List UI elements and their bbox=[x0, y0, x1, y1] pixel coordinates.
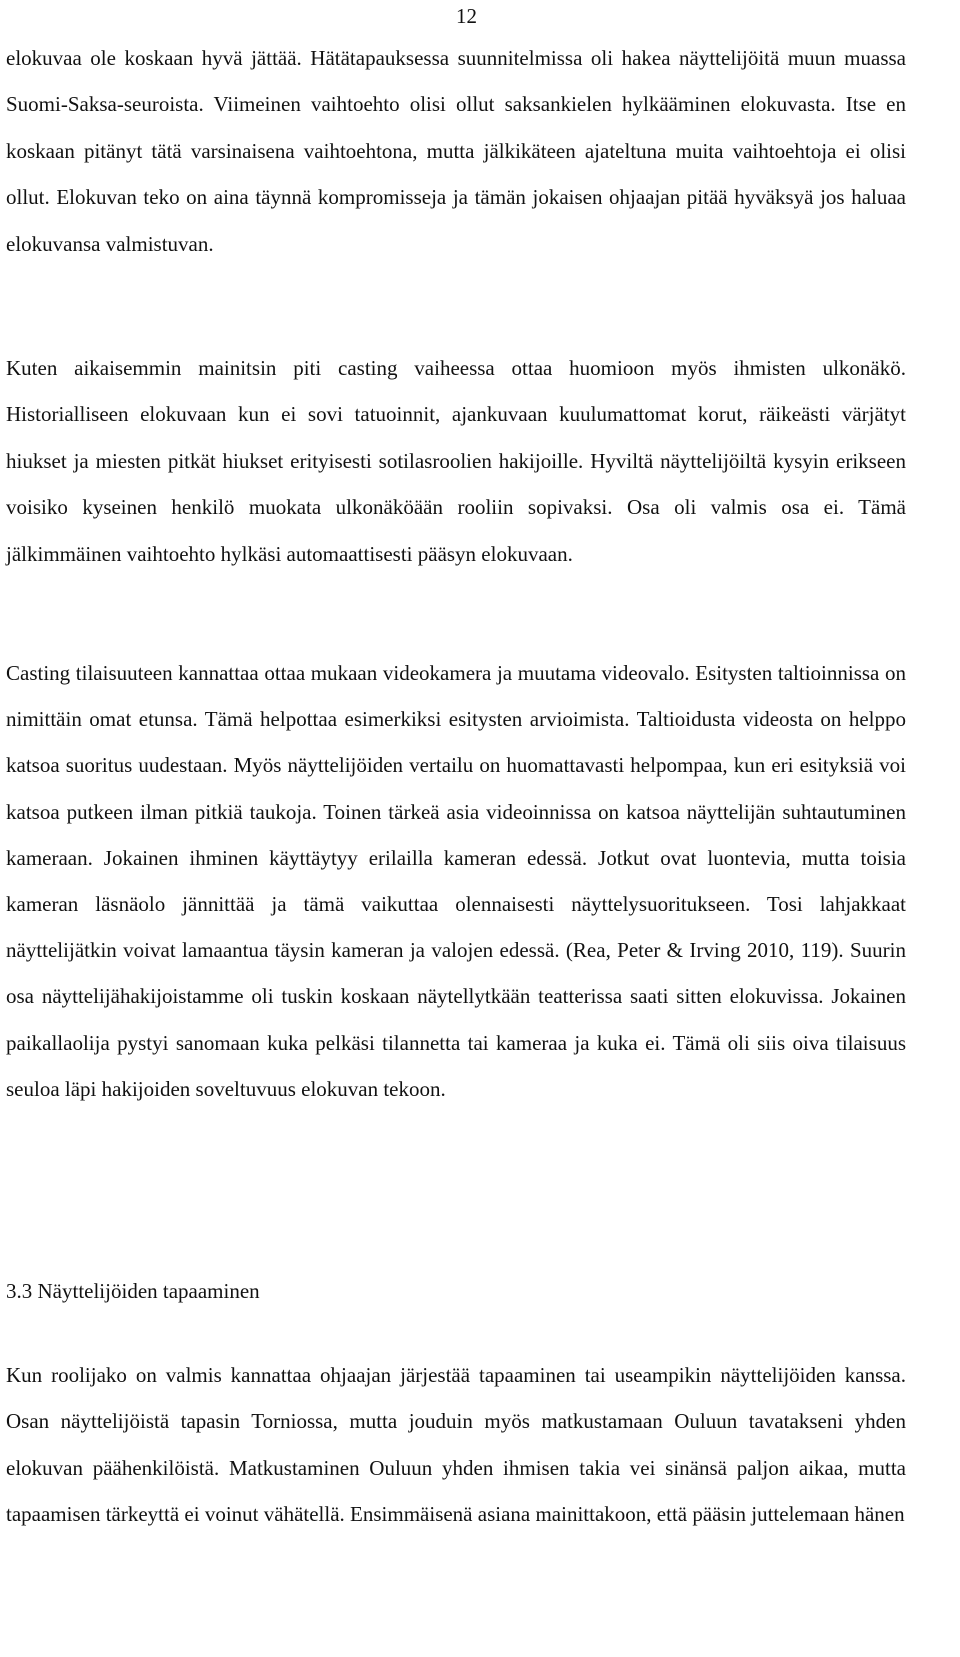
page-number: 12 bbox=[456, 4, 477, 28]
section-heading: 3.3 Näyttelijöiden tapaaminen bbox=[6, 1279, 260, 1303]
paragraph-3: Casting tilaisuuteen kannattaa ottaa mukaan videokamera ja muutama videovalo. Esitysten taltioinnissa on nimittäin omat etunsa. Tämä helpottaa esimerkiksi esitysten arvioimista. Taltioidusta videosta on helppo katsoa suoritus uudestaan. Myös näyttelijöiden vertailu on huomattavasti helpompaa, kun eri esityksiä voi katsoa putkeen ilman pitkiä taukoja. Toinen tärkeä asia videoinnissa on katsoa näyttelijän suhtautuminen kameraan. Jokainen ihminen käyttäytyy erilailla kameran edessä. Jotkut ovat luontevia, mutta toisia kameran läsnäolo jännittää ja tämä vaikuttaa olennaisesti näyttelysuoritukseen. Tosi lahjakkaat näyttelijätkin voivat lamaantua täysin kameran ja valojen edessä. (Rea, Peter & Irving 2010, 119). Suurin osa näyttelijähakijoistamme oli tuskin koskaan näytellytkään teatterissa saati sitten elokuvissa. Jokainen paikallaolija pystyi sanomaan kuka pelkäsi tilannetta tai kameraa ja kuka ei. Tämä oli siis oiva tilaisuus seuloa läpi hakijoiden soveltuvuus elokuvan tekoon. bbox=[6, 661, 906, 1101]
paragraph-4: Kun roolijako on valmis kannattaa ohjaajan järjestää tapaaminen tai useampikin näyttelijöiden kanssa. Osan näyttelijöistä tapasin Torniossa, mutta jouduin myös matkustamaan Ouluun tavatakseni yhden elokuvan päähenkilöistä. Matkustaminen Ouluun yhden ihmisen takia vei sinänsä paljon aikaa, mutta tapaamisen tärkeyttä ei voinut vähätellä. Ensimmäisenä asiana mainittakoon, että pääsin juttelemaan hänen bbox=[6, 1363, 906, 1527]
paragraph-1: elokuvaa ole koskaan hyvä jättää. Hätätapauksessa suunnitelmissa oli hakea näyttelijöitä muun muassa Suomi-Saksa-seuroista. Viimeinen vaihtoehto olisi ollut saksankielen hylkääminen elokuvasta. Itse en koskaan pitänyt tätä varsinaisena vaihtoehtona, mutta jälkikäteen ajateltuna muita vaihtoehtoja ei olisi ollut. Elokuvan teko on aina täynnä kompromisseja ja tämän jokaisen ohjaajan pitää hyväksyä jos haluaa elokuvansa valmistuvan. bbox=[6, 46, 906, 256]
paragraph-2: Kuten aikaisemmin mainitsin piti casting vaiheessa ottaa huomioon myös ihmisten ulkonäkö. Historialliseen elokuvaan kun ei sovi tatuoinnit, ajankuvaan kuulumattomat korut, räikeästi värjätyt hiukset ja miesten pitkät hiukset erityisesti sotilasroolien hakijoille. Hyviltä näyttelijöiltä kysyin erikseen voisiko kyseinen henkilö muokata ulkonäköään rooliin sopivaksi. Osa oli valmis osa ei. Tämä jälkimmäinen vaihtoehto hylkäsi automaattisesti pääsyn elokuvaan. bbox=[6, 356, 906, 566]
